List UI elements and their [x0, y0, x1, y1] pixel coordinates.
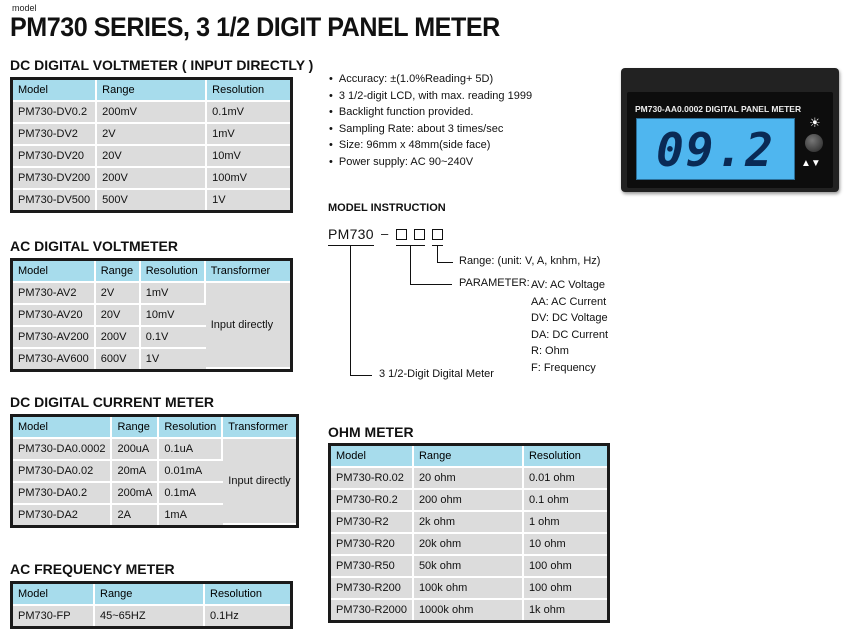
- code-box: [432, 229, 443, 240]
- base-connector: [350, 245, 351, 375]
- parameter-item: R: Ohm: [531, 345, 569, 358]
- table-cell: PM730-R20: [331, 534, 414, 556]
- range-connector-h: [437, 262, 453, 263]
- table-row: [13, 439, 296, 461]
- table-cell: 200V: [96, 327, 141, 349]
- dc-voltmeter-title: DC DIGITAL VOLTMETER ( INPUT DIRECTLY ): [10, 57, 314, 73]
- table-cell: 20mA: [112, 461, 159, 483]
- table-row: [331, 512, 607, 534]
- table-cell: 1k ohm: [524, 600, 607, 620]
- table-cell: PM730-R200: [331, 578, 414, 600]
- table-cell: PM730-FP: [13, 606, 95, 626]
- table-cell: PM730-DA0.0002: [13, 439, 112, 461]
- table-cell: 20 ohm: [414, 468, 524, 490]
- table-cell: 200uA: [112, 439, 159, 461]
- table-cell: PM730-R0.2: [331, 490, 414, 512]
- table-cell: 100mV: [207, 168, 290, 190]
- table-cell: PM730-R2: [331, 512, 414, 534]
- table-cell: PM730-DA0.02: [13, 461, 112, 483]
- panel-meter-image: [621, 68, 839, 192]
- table-cell: 100k ohm: [414, 578, 524, 600]
- table-cell: 1mA: [159, 505, 223, 525]
- table-cell: 0.1Hz: [205, 606, 290, 626]
- table-cell: 10mV: [207, 146, 290, 168]
- code-box: [396, 229, 407, 240]
- table-cell: 2V: [97, 124, 207, 146]
- table-cell: 45~65HZ: [95, 606, 205, 626]
- model-instruction-title: MODEL INSTRUCTION: [328, 202, 446, 214]
- table-cell: PM730-AV2: [13, 283, 96, 305]
- table-row: [13, 168, 290, 190]
- dc-current-title: DC DIGITAL CURRENT METER: [10, 394, 215, 410]
- table-cell: PM730-DV2: [13, 124, 97, 146]
- table-cell: 100 ohm: [524, 578, 607, 600]
- table-cell: PM730-DV200: [13, 168, 97, 190]
- table-cell: 2V: [96, 283, 141, 305]
- parameter-item: AV: AC Voltage: [531, 279, 605, 291]
- table-row: [331, 534, 607, 556]
- range-label: Range: (unit: V, A, knhm, Hz): [459, 255, 601, 267]
- table-cell: 20V: [96, 305, 141, 327]
- table-cell: 20V: [97, 146, 207, 168]
- table-row: [331, 578, 607, 600]
- dc-voltmeter-table: [10, 77, 293, 213]
- table-cell: 0.1 ohm: [524, 490, 607, 512]
- list-item: • Sampling Rate: about 3 times/sec: [329, 121, 532, 138]
- column-header: Model: [331, 446, 414, 468]
- list-item: • Power supply: AC 90~240V: [329, 154, 532, 171]
- ac-voltmeter-table: [10, 258, 293, 372]
- column-header: Resolution: [159, 417, 223, 439]
- column-header: Resolution: [141, 261, 206, 283]
- column-header: Transformer: [206, 261, 290, 283]
- table-cell: PM730-R2000: [331, 600, 414, 620]
- adjust-arrows-icon: ▲▼: [801, 158, 821, 169]
- parameter-item: DA: DC Current: [531, 328, 609, 341]
- table-cell: 200mA: [112, 483, 159, 505]
- table-row: [331, 490, 607, 512]
- transformer-cell: Input directly: [223, 439, 295, 525]
- lcd-reading: 09.2: [656, 123, 775, 177]
- column-header: Resolution: [205, 584, 290, 606]
- column-header: Model: [13, 80, 97, 102]
- parameter-connector: [410, 245, 411, 284]
- transformer-cell: Input directly: [206, 283, 290, 369]
- knob-icon: [805, 134, 823, 152]
- model-tag: model: [12, 3, 37, 13]
- table-cell: PM730-AV600: [13, 349, 96, 369]
- table-header-row: [13, 584, 290, 606]
- table-cell: PM730-DA0.2: [13, 483, 112, 505]
- table-header-row: [13, 80, 290, 102]
- base-connector-h: [350, 375, 372, 376]
- table-cell: 2A: [112, 505, 159, 525]
- table-cell: PM730-AV20: [13, 305, 96, 327]
- column-header: Transformer: [223, 417, 295, 439]
- table-row: [331, 600, 607, 620]
- table-cell: 1000k ohm: [414, 600, 524, 620]
- feature-list: [329, 71, 532, 171]
- ac-frequency-title: AC FREQUENCY METER: [10, 561, 175, 577]
- range-connector: [437, 245, 438, 262]
- parameter-item: F: Frequency: [531, 361, 596, 374]
- table-cell: 1V: [141, 349, 206, 369]
- table-cell: 100 ohm: [524, 556, 607, 578]
- table-row: [13, 102, 290, 124]
- table-header-row: [13, 417, 296, 439]
- column-header: Range: [414, 446, 524, 468]
- table-cell: 0.01 ohm: [524, 468, 607, 490]
- column-header: Resolution: [207, 80, 290, 102]
- meter-panel-label: PM730-AA0.0002 DIGITAL PANEL METER: [635, 104, 802, 114]
- table-cell: 1mV: [207, 124, 290, 146]
- table-cell: 200 ohm: [414, 490, 524, 512]
- ac-voltmeter-title: AC DIGITAL VOLTMETER: [10, 238, 178, 254]
- column-header: Range: [95, 584, 205, 606]
- dc-current-table: [10, 414, 299, 528]
- ohm-meter-table: [328, 443, 610, 623]
- column-header: Range: [112, 417, 159, 439]
- table-row: [13, 606, 290, 626]
- column-header: Resolution: [524, 446, 607, 468]
- code-dash: –: [381, 226, 389, 241]
- table-cell: 50k ohm: [414, 556, 524, 578]
- table-cell: PM730-R50: [331, 556, 414, 578]
- ohm-meter-title: OHM METER: [328, 424, 414, 440]
- table-cell: 200mV: [97, 102, 207, 124]
- table-cell: PM730-DV0.2: [13, 102, 97, 124]
- table-cell: 0.1mA: [159, 483, 223, 505]
- list-item: • Backlight function provided.: [329, 104, 532, 121]
- base-label: 3 1/2-Digit Digital Meter: [379, 368, 494, 380]
- table-cell: 20k ohm: [414, 534, 524, 556]
- parameter-item: DV: DC Voltage: [531, 312, 608, 325]
- table-header-row: [331, 446, 607, 468]
- table-cell: 10 ohm: [524, 534, 607, 556]
- table-header-row: [13, 261, 290, 283]
- column-header: Range: [96, 261, 141, 283]
- table-cell: 1V: [207, 190, 290, 210]
- table-cell: 0.01mA: [159, 461, 223, 483]
- table-cell: 1 ohm: [524, 512, 607, 534]
- code-underline: [328, 245, 374, 246]
- parameter-list: [531, 277, 608, 377]
- ac-frequency-table: [10, 581, 293, 629]
- parameter-label: PARAMETER:: [459, 277, 530, 289]
- table-cell: PM730-AV200: [13, 327, 96, 349]
- list-item: • Size: 96mm x 48mm(side face): [329, 137, 532, 154]
- backlight-icon: ☀: [809, 115, 821, 130]
- table-cell: 600V: [96, 349, 141, 369]
- table-cell: 0.1mV: [207, 102, 290, 124]
- table-cell: 2k ohm: [414, 512, 524, 534]
- parameter-connector-h: [410, 284, 452, 285]
- table-row: [13, 124, 290, 146]
- table-row: [331, 468, 607, 490]
- column-header: Model: [13, 584, 95, 606]
- lcd-display: [636, 118, 795, 180]
- table-row: [331, 556, 607, 578]
- table-cell: 1mV: [141, 283, 206, 305]
- table-row: [13, 190, 290, 210]
- table-cell: PM730-DA2: [13, 505, 112, 525]
- list-item: • 3 1/2-digit LCD, with max. reading 1999: [329, 88, 532, 105]
- page-title: PM730 SERIES, 3 1/2 DIGIT PANEL METER: [10, 12, 500, 42]
- parameter-item: AA: AC Current: [531, 295, 607, 308]
- table-cell: 0.1uA: [159, 439, 223, 461]
- table-cell: 200V: [97, 168, 207, 190]
- column-header: Model: [13, 261, 96, 283]
- table-row: [13, 283, 290, 305]
- list-item: • Accuracy: ±(1.0%Reading+ 5D): [329, 71, 532, 88]
- table-cell: 0.1V: [141, 327, 206, 349]
- table-row: [13, 146, 290, 168]
- column-header: Model: [13, 417, 112, 439]
- table-cell: 10mV: [141, 305, 206, 327]
- table-cell: PM730-DV20: [13, 146, 97, 168]
- table-cell: PM730-R0.02: [331, 468, 414, 490]
- table-cell: 500V: [97, 190, 207, 210]
- model-code: PM730: [328, 226, 374, 242]
- column-header: Range: [97, 80, 207, 102]
- code-box: [414, 229, 425, 240]
- table-cell: PM730-DV500: [13, 190, 97, 210]
